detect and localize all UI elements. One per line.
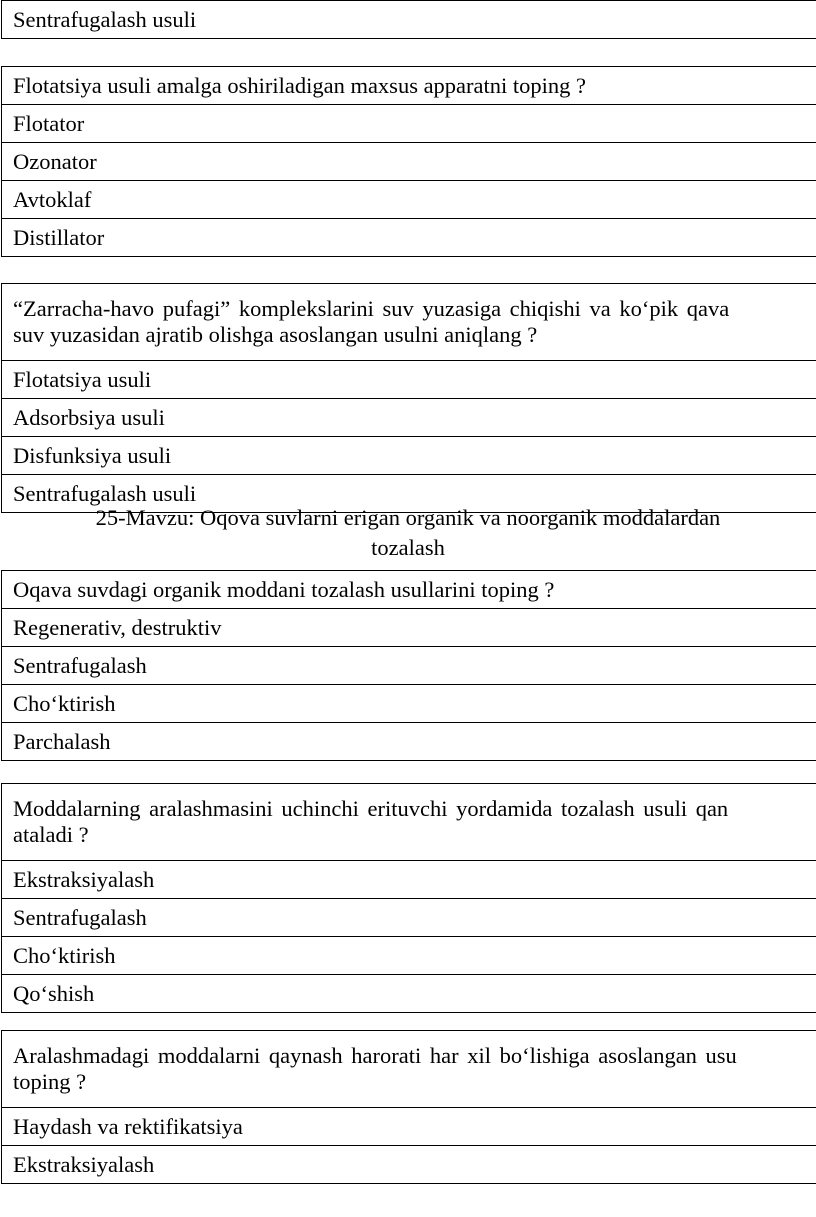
table-row <box>2 361 816 399</box>
option-cell: Ozonator <box>2 143 816 181</box>
question-line: suv yuzasidan ajratib olishga asoslangan usulni aniqlang ? <box>13 322 538 347</box>
table-row <box>2 685 816 723</box>
option-cell: Ekstraksiyalash <box>2 1146 816 1184</box>
table-row <box>2 975 816 1013</box>
option-cell: Sentrafugalash usuli <box>2 475 816 513</box>
option-cell: Sentrafugalash <box>2 647 816 685</box>
table-row <box>2 1031 816 1108</box>
table-row <box>2 1 816 39</box>
topic-heading-line: tozalash <box>371 535 445 560</box>
option-cell: Cho‘ktirish <box>2 685 816 723</box>
question-line: Moddalarning aralashmasini uchinchi erituvchi yordamida tozalash usuli qan <box>13 796 729 821</box>
question-cell <box>2 1031 816 1108</box>
option-cell: Haydash va rektifikatsiya <box>2 1108 816 1146</box>
table-row <box>2 1108 816 1146</box>
question-table-1 <box>1 66 816 257</box>
question-cell: Flotatsiya usuli amalga oshiriladigan maxsus apparatni toping ? <box>2 67 816 105</box>
table-row <box>2 105 816 143</box>
question-line: “Zarracha-havo pufagi” komplekslarini suv yuzasiga chiqishi va ko‘pik qava <box>13 296 730 321</box>
table-row <box>2 571 816 609</box>
option-cell: Regenerativ, destruktiv <box>2 609 816 647</box>
question-table-5 <box>1 1030 816 1184</box>
table-row <box>2 219 816 257</box>
question-line: ataladi ? <box>13 822 89 847</box>
option-cell: Sentrafugalash usuli <box>2 1 816 39</box>
question-cell <box>2 284 816 361</box>
option-cell: Cho‘ktirish <box>2 937 816 975</box>
question-line: Aralashmadagi moddalarni qaynash harorati har xil bo‘lishiga asoslangan usu <box>13 1043 737 1068</box>
table-row <box>2 723 816 761</box>
table-row <box>2 647 816 685</box>
table-row <box>2 1146 816 1184</box>
table-row <box>2 399 816 437</box>
question-table-3 <box>1 570 816 761</box>
table-row <box>2 437 816 475</box>
option-cell: Parchalash <box>2 723 816 761</box>
table-row <box>2 937 816 975</box>
table-row <box>2 181 816 219</box>
question-cell <box>2 784 816 861</box>
topic-heading-line: 25-Mavzu: Oqova suvlarni erigan organik va noorganik moddalardan <box>95 505 721 530</box>
table-row <box>2 67 816 105</box>
option-cell: Flotatsiya usuli <box>2 361 816 399</box>
table-row <box>2 784 816 861</box>
option-cell: Disfunksiya usuli <box>2 437 816 475</box>
option-cell: Ekstraksiyalash <box>2 861 816 899</box>
answer-table-0 <box>1 0 816 39</box>
option-cell: Sentrafugalash <box>2 899 816 937</box>
table-row <box>2 899 816 937</box>
table-row <box>2 609 816 647</box>
option-cell: Distillator <box>2 219 816 257</box>
option-cell: Qo‘shish <box>2 975 816 1013</box>
table-row <box>2 861 816 899</box>
option-cell: Adsorbsiya usuli <box>2 399 816 437</box>
question-cell: Oqava suvdagi organik moddani tozalash usullarini toping ? <box>2 571 816 609</box>
question-table-4 <box>1 783 816 1013</box>
table-row <box>2 143 816 181</box>
option-cell: Avtoklaf <box>2 181 816 219</box>
question-table-2 <box>1 283 816 513</box>
option-cell: Flotator <box>2 105 816 143</box>
table-row <box>2 284 816 361</box>
question-line: toping ? <box>13 1069 87 1094</box>
